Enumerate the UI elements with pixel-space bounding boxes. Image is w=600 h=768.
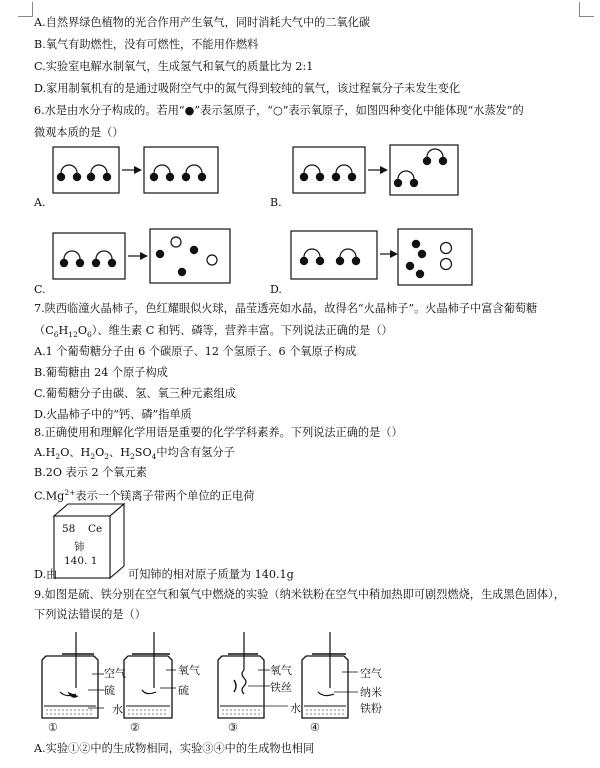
q7-option-b: B.葡萄糖由 24 个原子构成	[34, 366, 168, 379]
jar2-gas-label: 氧气	[178, 664, 200, 677]
q5-option-b: B.氧气有助燃性，没有可燃性，不能用作燃料	[34, 38, 259, 51]
gas-jar-1	[42, 632, 104, 718]
q8-option-a: $A.H_2O$、$H_2O_2$、$H_2SO_4$中均含有氢分子	[34, 446, 235, 462]
water-molecule	[332, 165, 356, 181]
element-mass: 140. 1	[64, 555, 98, 567]
q5-option-d: D.家用制氧机有的是通过吸附空气中的氮气得到较纯的氧气，该过程氧分子未发生变化	[34, 82, 461, 95]
element-symbol: Ce	[88, 523, 103, 535]
jar1-gas-label: 空气	[104, 667, 126, 680]
jar1-water-label: 水	[112, 703, 123, 716]
jar1-number: ①	[48, 721, 58, 734]
jar4-substance-label-1: 纳米	[360, 686, 382, 699]
water-molecule	[57, 165, 81, 181]
jar2-number: ②	[130, 721, 140, 734]
water-molecule	[150, 165, 174, 181]
jar1-substance-label: 硫	[104, 684, 115, 697]
crop-mark-top-right	[579, 2, 594, 17]
jar4-number: ④	[310, 721, 320, 734]
q8-option-c: $C.Mg^{2+}$表示一个镁离子带两个单位的正电荷	[34, 488, 255, 503]
jar4-gas-label: 空气	[360, 667, 382, 680]
q6-diagram-c	[52, 228, 232, 286]
q7-option-a: A.1 个葡萄糖分子由 6 个碳原子、12 个氢原子、6 个氧原子构成	[34, 345, 357, 358]
q8-option-d-prefix: D.由	[34, 568, 58, 581]
q6-diagram-b	[292, 144, 460, 198]
water-molecule	[300, 165, 324, 181]
q6-stem-line1: 6.水是由水分子构成的。若用“●”表示氢原子，“○”表示氧原子，如图四种变化中能体现“水蒸发”的	[34, 104, 524, 117]
water-molecule	[423, 149, 447, 165]
jar3-substance-label: 铁丝	[270, 681, 292, 694]
q6-option-a-label: A.	[34, 196, 46, 209]
q8-option-b: B.2O 表示 2 个氧元素	[34, 466, 147, 479]
q7-option-c: C.葡萄糖分子由碳、氢、氧三种元素组成	[34, 387, 236, 400]
element-atomic-number: 58	[62, 523, 76, 535]
water-molecule	[92, 251, 116, 267]
q5-option-a: A.自然界绿色植物的光合作用产生氧气，同时消耗大气中的二氧化碳	[34, 16, 371, 29]
gas-jar-4	[302, 632, 358, 718]
q9-option-a: A.实验①②中的生成物相同，实验③④中的生成物也相同	[34, 742, 315, 755]
q9-stem-line2: 下列说法错误的是（）	[34, 608, 146, 621]
q6-diagram-d	[290, 228, 476, 288]
water-molecule	[182, 165, 206, 181]
water-molecule	[60, 251, 84, 267]
water-molecule	[300, 249, 324, 265]
q7-stem-line1: 7.陕西临潼火晶柿子，色红耀眼似火球，晶莹透亮如水晶，故得名“火晶柿子”。火晶柿子中富含葡萄糖	[34, 302, 538, 315]
q6-option-c-label: C.	[34, 283, 46, 296]
jar3-gas-label: 氧气	[270, 664, 292, 677]
q8-option-d-text: 可知铈的相对原子质量为 140.1g	[128, 568, 294, 581]
jar3-number: ③	[228, 721, 238, 734]
water-label: 水	[290, 702, 301, 715]
q6-option-b-label: B.	[270, 196, 282, 209]
q7-stem-line2: $(C_6H_{12}O_6)$、维生素 C 和钙、磷等，营养丰富。下列说法正确的是（）	[34, 324, 393, 340]
crop-mark-top-left	[18, 2, 33, 17]
water-molecule	[336, 249, 360, 265]
q7-option-d: D.火晶柿子中的“钙、磷”指单质	[34, 408, 192, 421]
q6-diagram-a	[52, 146, 220, 196]
q6-stem-line2: 微观本质的是（）	[34, 126, 124, 139]
element-name: 铈	[74, 541, 85, 553]
gas-jar-2	[124, 632, 176, 718]
element-cell-cerium	[52, 502, 126, 580]
water-molecule	[394, 171, 418, 187]
q9-apparatus-diagram	[32, 630, 404, 740]
q8-stem: 8.正确使用和理解化学用语是重要的化学学科素养。下列说法正确的是（）	[34, 426, 403, 439]
q5-option-c: C.实验室电解水制氧气，生成氢气和氧气的质量比为 2:1	[34, 60, 314, 73]
jar4-substance-label-2: 铁粉	[360, 702, 382, 715]
q9-stem-line1: 9.如图是硫、铁分别在空气和氧气中燃烧的实验（纳米铁粉在空气中稍加热即可剧烈燃烧，生成黑色固体），	[34, 588, 565, 601]
water-molecule	[87, 165, 111, 181]
q6-option-d-label: D.	[270, 283, 282, 296]
jar2-substance-label: 硫	[178, 684, 189, 697]
